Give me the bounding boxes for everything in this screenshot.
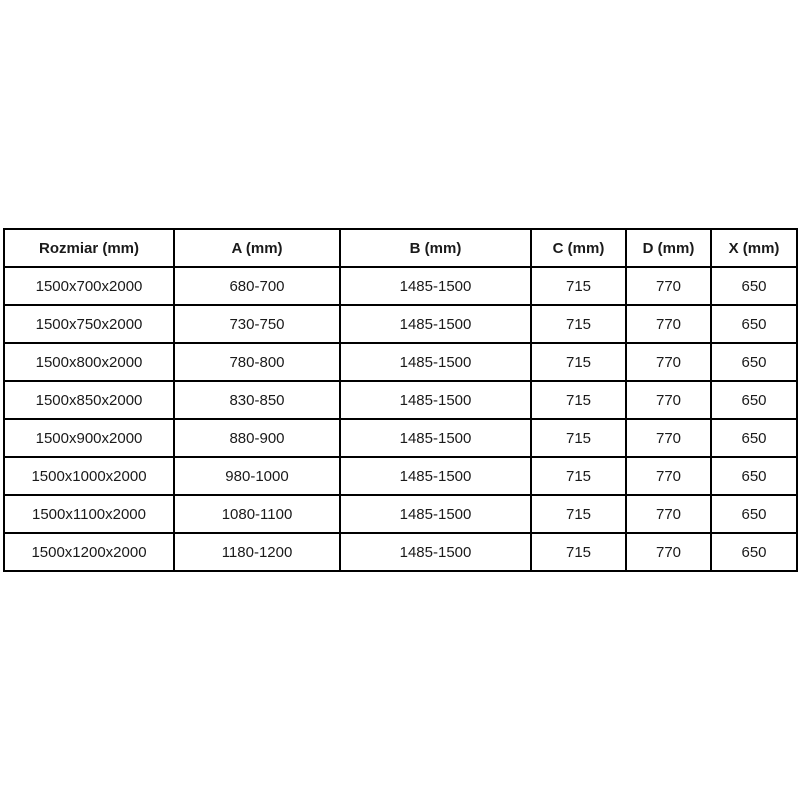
table-cell: 770 [626, 495, 711, 533]
table-cell: 650 [711, 381, 797, 419]
table-cell: 1080-1100 [174, 495, 340, 533]
table-cell: 715 [531, 419, 626, 457]
column-header: D (mm) [626, 229, 711, 267]
table-row [4, 533, 797, 571]
table-cell: 770 [626, 305, 711, 343]
column-header: A (mm) [174, 229, 340, 267]
table-cell: 1485-1500 [340, 305, 531, 343]
table-cell: 780-800 [174, 343, 340, 381]
table-cell: 770 [626, 457, 711, 495]
table-cell: 650 [711, 267, 797, 305]
table-row [4, 457, 797, 495]
column-header: C (mm) [531, 229, 626, 267]
table-cell: 650 [711, 343, 797, 381]
column-header: B (mm) [340, 229, 531, 267]
column-header: Rozmiar (mm) [4, 229, 174, 267]
table-cell: 650 [711, 419, 797, 457]
table-cell: 770 [626, 533, 711, 571]
table-cell: 715 [531, 267, 626, 305]
table-cell: 650 [711, 495, 797, 533]
table-cell: 1500x900x2000 [4, 419, 174, 457]
table-cell: 680-700 [174, 267, 340, 305]
table-cell: 1500x700x2000 [4, 267, 174, 305]
table-cell: 980-1000 [174, 457, 340, 495]
table-row [4, 495, 797, 533]
table-row [4, 305, 797, 343]
table-row [4, 343, 797, 381]
table-cell: 730-750 [174, 305, 340, 343]
table-cell: 770 [626, 419, 711, 457]
table-cell: 1500x1000x2000 [4, 457, 174, 495]
table-cell: 770 [626, 381, 711, 419]
size-spec-table [3, 228, 798, 572]
table-header-row [4, 229, 797, 267]
table-cell: 1485-1500 [340, 381, 531, 419]
table-cell: 715 [531, 533, 626, 571]
table-cell: 1485-1500 [340, 533, 531, 571]
table-cell: 650 [711, 533, 797, 571]
table-cell: 1485-1500 [340, 495, 531, 533]
table-cell: 770 [626, 267, 711, 305]
table-cell: 1500x750x2000 [4, 305, 174, 343]
table-row [4, 419, 797, 457]
table-cell: 770 [626, 343, 711, 381]
table-cell: 715 [531, 381, 626, 419]
table-row [4, 267, 797, 305]
table-cell: 1500x850x2000 [4, 381, 174, 419]
table-cell: 1485-1500 [340, 343, 531, 381]
table-cell: 650 [711, 457, 797, 495]
table-cell: 715 [531, 457, 626, 495]
table-cell: 880-900 [174, 419, 340, 457]
table-cell: 1500x1200x2000 [4, 533, 174, 571]
table-cell: 715 [531, 305, 626, 343]
table-cell: 830-850 [174, 381, 340, 419]
table-cell: 1485-1500 [340, 457, 531, 495]
table-cell: 1485-1500 [340, 267, 531, 305]
table-body [4, 267, 797, 571]
table-row [4, 381, 797, 419]
table-cell: 1485-1500 [340, 419, 531, 457]
column-header: X (mm) [711, 229, 797, 267]
table-cell: 1500x1100x2000 [4, 495, 174, 533]
table-cell: 715 [531, 343, 626, 381]
table-cell: 1500x800x2000 [4, 343, 174, 381]
table-cell: 1180-1200 [174, 533, 340, 571]
table-cell: 650 [711, 305, 797, 343]
table-cell: 715 [531, 495, 626, 533]
